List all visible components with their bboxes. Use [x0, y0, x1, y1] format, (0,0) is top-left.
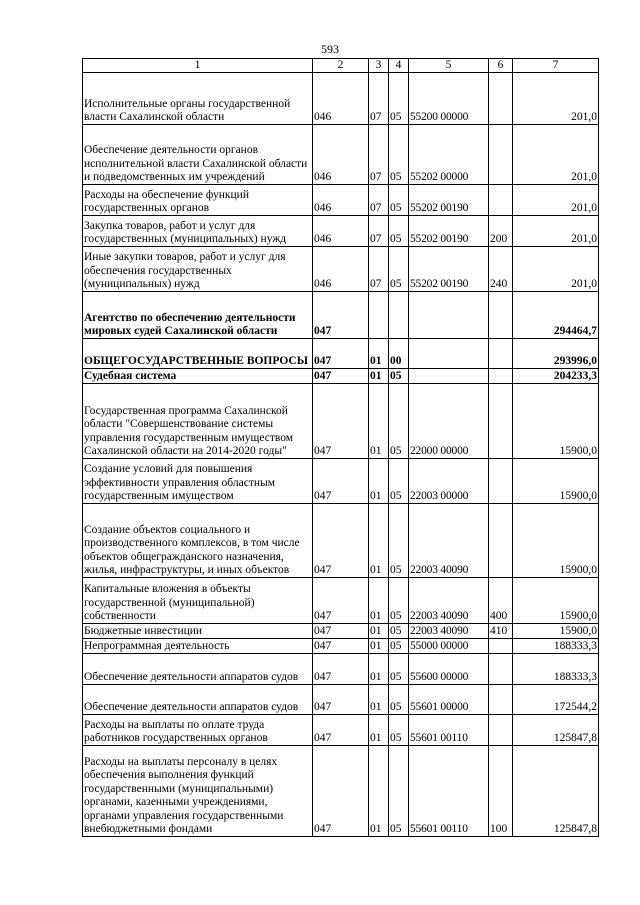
row-subsection-cell: 05 [389, 578, 409, 624]
row-section-cell: 07 [369, 247, 389, 292]
row-name-cell: Капитальные вложения в объекты государственной (муниципальной) собственности [83, 578, 313, 624]
row-expense-type-cell [489, 339, 513, 369]
row-amount-cell: 15900,0 [513, 624, 599, 639]
row-name-cell: Обеспечение деятельности аппаратов судов [83, 654, 313, 685]
column-header: 7 [513, 59, 599, 73]
table-row [83, 216, 599, 247]
row-subsection-cell: 05 [389, 715, 409, 746]
row-target-article-cell [409, 292, 489, 339]
row-amount-cell: 15900,0 [513, 578, 599, 624]
row-section-cell: 01 [369, 339, 389, 369]
row-name-cell: ОБЩЕГОСУДАРСТВЕННЫЕ ВОПРОСЫ [83, 339, 313, 369]
column-header: 3 [369, 59, 389, 73]
row-section-cell: 01 [369, 578, 389, 624]
table-row [83, 685, 599, 715]
row-target-article-cell: 55601 00110 [409, 715, 489, 746]
row-subsection-cell: 05 [389, 639, 409, 654]
row-amount-cell: 201,0 [513, 247, 599, 292]
row-subsection-cell: 05 [389, 73, 409, 125]
row-target-article-cell: 22003 00000 [409, 459, 489, 504]
row-subsection-cell: 05 [389, 654, 409, 685]
row-section-cell: 01 [369, 639, 389, 654]
table-row [83, 185, 599, 216]
row-target-article-cell: 55600 00000 [409, 654, 489, 685]
row-target-article-cell: 55202 00190 [409, 185, 489, 216]
row-expense-type-cell [489, 73, 513, 125]
row-section-cell: 07 [369, 216, 389, 247]
table-row [83, 247, 599, 292]
table-row [83, 504, 599, 578]
row-amount-cell: 15900,0 [513, 384, 599, 459]
table-row [83, 639, 599, 654]
row-target-article-cell: 22003 40090 [409, 624, 489, 639]
row-amount-cell: 172544,2 [513, 685, 599, 715]
row-expense-type-cell [489, 292, 513, 339]
row-name-cell: Расходы на выплаты персоналу в целях обеспечения выполнения функций государственными (муниципальными) органами, казенными учреждениями, органами управления государственными внебюджетными фондами [83, 746, 313, 837]
table-row [83, 459, 599, 504]
row-section-cell: 01 [369, 504, 389, 578]
row-name-cell: Государственная программа Сахалинской области "Совершенствование системы управления государственным имуществом Сахалинской области на 2014-2020 годы" [83, 384, 313, 459]
table-row [83, 73, 599, 125]
row-subsection-cell: 00 [389, 339, 409, 369]
row-expense-type-cell [489, 369, 513, 384]
row-amount-cell: 294464,7 [513, 292, 599, 339]
table-row [83, 339, 599, 369]
row-target-article-cell: 55601 00110 [409, 746, 489, 837]
row-target-article-cell: 22000 00000 [409, 384, 489, 459]
row-expense-type-cell: 100 [489, 746, 513, 837]
row-name-cell: Обеспечение деятельности аппаратов судов [83, 685, 313, 715]
table-row [83, 624, 599, 639]
table-row [83, 125, 599, 185]
row-ministry-code-cell: 046 [313, 247, 369, 292]
row-amount-cell: 125847,8 [513, 715, 599, 746]
column-header: 4 [389, 59, 409, 73]
row-name-cell: Бюджетные инвестиции [83, 624, 313, 639]
row-name-cell: Исполнительные органы государственной власти Сахалинской области [83, 73, 313, 125]
row-ministry-code-cell: 047 [313, 685, 369, 715]
row-subsection-cell: 05 [389, 504, 409, 578]
row-subsection-cell [389, 292, 409, 339]
row-expense-type-cell [489, 384, 513, 459]
row-target-article-cell: 55200 00000 [409, 73, 489, 125]
row-subsection-cell: 05 [389, 185, 409, 216]
row-ministry-code-cell: 047 [313, 459, 369, 504]
column-header: 5 [409, 59, 489, 73]
row-subsection-cell: 05 [389, 369, 409, 384]
row-subsection-cell: 05 [389, 216, 409, 247]
row-amount-cell: 201,0 [513, 185, 599, 216]
row-amount-cell: 15900,0 [513, 459, 599, 504]
row-amount-cell: 125847,8 [513, 746, 599, 837]
row-subsection-cell: 05 [389, 624, 409, 639]
column-header: 1 [83, 59, 313, 73]
table-header-row [83, 59, 599, 73]
row-amount-cell: 188333,3 [513, 639, 599, 654]
row-ministry-code-cell: 047 [313, 369, 369, 384]
row-expense-type-cell [489, 125, 513, 185]
row-ministry-code-cell: 047 [313, 384, 369, 459]
row-expense-type-cell: 240 [489, 247, 513, 292]
row-ministry-code-cell: 047 [313, 639, 369, 654]
row-ministry-code-cell: 046 [313, 216, 369, 247]
row-ministry-code-cell: 046 [313, 73, 369, 125]
row-amount-cell: 293996,0 [513, 339, 599, 369]
row-section-cell: 07 [369, 125, 389, 185]
row-expense-type-cell: 200 [489, 216, 513, 247]
row-name-cell: Расходы на обеспечение функций государственных органов [83, 185, 313, 216]
row-name-cell: Создание условий для повышения эффективности управления областным государственным имуществом [83, 459, 313, 504]
row-expense-type-cell [489, 639, 513, 654]
row-target-article-cell: 22003 40090 [409, 578, 489, 624]
row-expense-type-cell: 400 [489, 578, 513, 624]
row-subsection-cell: 05 [389, 125, 409, 185]
page-number: 593 [321, 42, 339, 56]
row-ministry-code-cell: 047 [313, 715, 369, 746]
row-section-cell: 01 [369, 624, 389, 639]
row-target-article-cell: 55202 00000 [409, 125, 489, 185]
table-row [83, 369, 599, 384]
table-row [83, 292, 599, 339]
row-section-cell: 01 [369, 369, 389, 384]
row-section-cell: 01 [369, 384, 389, 459]
row-ministry-code-cell: 047 [313, 504, 369, 578]
row-target-article-cell: 55202 00190 [409, 216, 489, 247]
row-expense-type-cell [489, 504, 513, 578]
row-target-article-cell: 55601 00000 [409, 685, 489, 715]
column-header: 2 [313, 59, 369, 73]
row-name-cell: Закупка товаров, работ и услуг для государственных (муниципальных) нужд [83, 216, 313, 247]
row-subsection-cell: 05 [389, 384, 409, 459]
row-section-cell: 01 [369, 654, 389, 685]
row-section-cell: 07 [369, 185, 389, 216]
row-amount-cell: 204233,3 [513, 369, 599, 384]
row-name-cell: Непрограммная деятельность [83, 639, 313, 654]
row-target-article-cell: 55202 00190 [409, 247, 489, 292]
row-expense-type-cell [489, 685, 513, 715]
row-subsection-cell: 05 [389, 746, 409, 837]
row-expense-type-cell [489, 715, 513, 746]
table-row [83, 384, 599, 459]
column-header: 6 [489, 59, 513, 73]
row-section-cell: 01 [369, 715, 389, 746]
row-amount-cell: 201,0 [513, 125, 599, 185]
row-expense-type-cell [489, 654, 513, 685]
row-amount-cell: 188333,3 [513, 654, 599, 685]
row-target-article-cell: 22003 40090 [409, 504, 489, 578]
row-expense-type-cell [489, 459, 513, 504]
row-name-cell: Агентство по обеспечению деятельности мировых судей Сахалинской области [83, 292, 313, 339]
row-expense-type-cell [489, 185, 513, 216]
row-section-cell: 07 [369, 73, 389, 125]
row-subsection-cell: 05 [389, 459, 409, 504]
row-target-article-cell [409, 339, 489, 369]
table-row [83, 654, 599, 685]
row-name-cell: Расходы на выплаты по оплате труда работников государственных органов [83, 715, 313, 746]
row-target-article-cell [409, 369, 489, 384]
row-name-cell: Иные закупки товаров, работ и услуг для обеспечения государственных (муниципальных) нужд [83, 247, 313, 292]
row-ministry-code-cell: 047 [313, 339, 369, 369]
row-ministry-code-cell: 046 [313, 125, 369, 185]
row-section-cell: 01 [369, 685, 389, 715]
row-section-cell: 01 [369, 459, 389, 504]
row-ministry-code-cell: 047 [313, 624, 369, 639]
row-ministry-code-cell: 047 [313, 746, 369, 837]
row-target-article-cell: 55000 00000 [409, 639, 489, 654]
row-name-cell: Создание объектов социального и производственного комплексов, в том числе объектов общегражданского назначения, жилья, инфраструктуры, и иных объектов [83, 504, 313, 578]
row-section-cell [369, 292, 389, 339]
row-ministry-code-cell: 047 [313, 654, 369, 685]
row-amount-cell: 201,0 [513, 216, 599, 247]
row-subsection-cell: 05 [389, 247, 409, 292]
row-amount-cell: 15900,0 [513, 504, 599, 578]
table-row [83, 578, 599, 624]
table-row [83, 746, 599, 837]
row-expense-type-cell: 410 [489, 624, 513, 639]
row-ministry-code-cell: 047 [313, 578, 369, 624]
row-name-cell: Судебная система [83, 369, 313, 384]
row-ministry-code-cell: 046 [313, 185, 369, 216]
table-row [83, 715, 599, 746]
row-amount-cell: 201,0 [513, 73, 599, 125]
row-section-cell: 01 [369, 746, 389, 837]
budget-table [82, 58, 599, 837]
row-name-cell: Обеспечение деятельности органов исполнительной власти Сахалинской области и подведомственных им учреждений [83, 125, 313, 185]
row-ministry-code-cell: 047 [313, 292, 369, 339]
row-subsection-cell: 05 [389, 685, 409, 715]
table-body [83, 73, 599, 837]
